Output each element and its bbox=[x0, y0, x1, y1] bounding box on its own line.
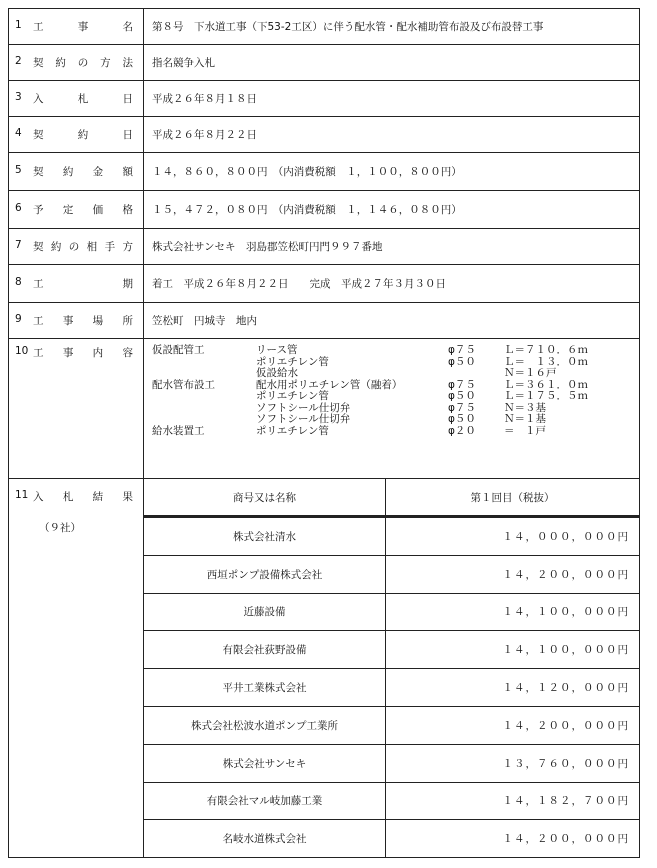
row-value: 平成２６年８月１８日 bbox=[144, 81, 640, 117]
work-line-col2: 仮設給水 bbox=[256, 367, 298, 379]
row-label-text: 契 約 の 相 手 方 bbox=[33, 241, 133, 253]
work-line-col3: φ５０ bbox=[448, 390, 476, 402]
bid-row bbox=[144, 556, 639, 594]
row-number: 2 bbox=[15, 55, 22, 67]
table-row bbox=[9, 81, 640, 117]
work-line-col3: φ２０ bbox=[448, 424, 476, 437]
bidder-name: 有限会社荻野設備 bbox=[144, 631, 386, 668]
row-label bbox=[9, 303, 144, 339]
row-label bbox=[9, 153, 144, 191]
work-line-col4: Ｎ＝３基 bbox=[504, 401, 546, 414]
bid-amount: １４，１００，０００円 bbox=[502, 644, 629, 657]
work-line-col4: Ｎ＝１基 bbox=[504, 413, 546, 425]
contract-result-sheet bbox=[8, 8, 640, 858]
work-line-col2: ポリエチレン管 bbox=[256, 424, 329, 437]
bid-row bbox=[144, 783, 639, 821]
bidder-name: 西垣ポンプ設備株式会社 bbox=[144, 556, 386, 593]
bid-amount: １４，１２０，０００円 bbox=[502, 682, 629, 695]
work-line-col4: Ｌ＝３６１．０ｍ bbox=[504, 378, 588, 391]
work-line-col4: Ｌ＝１７５．５ｍ bbox=[504, 390, 588, 402]
bid-header-amount: 第１回目（税抜） bbox=[470, 491, 555, 504]
row-label-text: 工 事 名 bbox=[33, 21, 133, 33]
bidder-name: 有限会社マル岐加藤工業 bbox=[144, 783, 386, 820]
work-line-col1 bbox=[152, 368, 256, 380]
work-line bbox=[152, 357, 639, 369]
work-line-col2: ポリエチレン管 bbox=[256, 355, 329, 368]
row-number: 9 bbox=[15, 313, 22, 325]
work-line-col1: 仮設配管工 bbox=[152, 344, 205, 356]
bidder-name: 株式会社松波水道ポンプ工業所 bbox=[144, 707, 386, 744]
bid-results-table bbox=[144, 479, 640, 858]
work-line-col3: φ５０ bbox=[448, 413, 476, 425]
work-line-col1 bbox=[152, 403, 256, 415]
work-line-col3 bbox=[448, 368, 504, 380]
bid-amount: １４，１８２，７００円 bbox=[502, 795, 629, 808]
row-label bbox=[9, 81, 144, 117]
row-label-text: 入 札 日 bbox=[33, 93, 133, 105]
row-value: 株式会社サンセキ 羽島郡笠松町円門９９７番地 bbox=[144, 229, 640, 265]
work-line bbox=[152, 391, 639, 403]
bid-amount: １４，２００，０００円 bbox=[502, 833, 629, 846]
row-number: 6 bbox=[15, 202, 22, 214]
bidder-count: （９社） bbox=[39, 522, 81, 534]
work-line-col1 bbox=[152, 414, 256, 426]
row-value: １４，８６０，８００円 （内消費税額 １，１００，８００円） bbox=[144, 153, 640, 191]
bid-amount: １４，２００，０００円 bbox=[502, 719, 629, 732]
work-line-col3: φ７５ bbox=[448, 344, 476, 356]
table-row bbox=[9, 191, 640, 229]
bid-row bbox=[144, 631, 639, 669]
row-work-content bbox=[9, 339, 640, 479]
bid-row bbox=[144, 594, 639, 632]
table-row bbox=[9, 229, 640, 265]
row-label-text: 契 約 日 bbox=[33, 129, 133, 141]
row-value: 着工 平成２６年８月２２日 完成 平成２７年３月３０日 bbox=[144, 265, 640, 303]
row-label-text: 工 事 内 容 bbox=[33, 347, 133, 359]
row-value: 平成２６年８月２２日 bbox=[144, 117, 640, 153]
table-row bbox=[9, 265, 640, 303]
row-label bbox=[9, 191, 144, 229]
bidder-name: 名岐水道株式会社 bbox=[144, 820, 386, 857]
work-line-col1 bbox=[152, 391, 256, 403]
row-label bbox=[9, 339, 144, 479]
work-line-col3: φ７５ bbox=[448, 378, 476, 391]
bidder-name: 株式会社サンセキ bbox=[144, 745, 386, 782]
work-line bbox=[152, 414, 639, 426]
row-label bbox=[9, 229, 144, 265]
row-number: 10 bbox=[15, 345, 29, 357]
work-line bbox=[152, 345, 639, 357]
work-line-col4: Ｌ＝７１０．６ｍ bbox=[504, 344, 588, 356]
work-line-col2: ソフトシール仕切弁 bbox=[256, 401, 351, 414]
row-number: 7 bbox=[15, 239, 22, 251]
bid-row bbox=[144, 669, 639, 707]
table-row bbox=[9, 45, 640, 81]
bid-amount: １４，１００，０００円 bbox=[502, 606, 629, 619]
row-label-text: 契 約 金 額 bbox=[33, 166, 133, 178]
bidder-name: 株式会社清水 bbox=[144, 518, 386, 555]
bid-amount: １４，２００，０００円 bbox=[502, 568, 629, 581]
contract-table bbox=[8, 8, 640, 858]
row-number: 11 bbox=[15, 489, 29, 501]
work-line-col1: 給水装置工 bbox=[152, 424, 205, 437]
row-bid-results bbox=[9, 479, 640, 858]
work-line bbox=[152, 426, 639, 438]
table-row bbox=[9, 303, 640, 339]
row-label-text: 工 事 場 所 bbox=[33, 315, 133, 327]
row-label-text: 工 期 bbox=[33, 278, 133, 290]
row-label-text: 予 定 価 格 bbox=[33, 204, 133, 216]
work-line-col2: ポリエチレン管 bbox=[256, 390, 329, 402]
row-number: 5 bbox=[15, 164, 22, 176]
row-value: 第８号 下水道工事（下53-2工区）に伴う配水管・配水補助管布設及び布設替工事 bbox=[144, 9, 640, 45]
bid-header-name: 商号又は名称 bbox=[144, 479, 386, 515]
row-label-text: 契 約 の 方 法 bbox=[33, 57, 133, 69]
work-line-col4: Ｌ＝ １３．０ｍ bbox=[504, 355, 588, 368]
work-line-col2: リース管 bbox=[256, 344, 298, 356]
row-value: １５，４７２，０８０円 （内消費税額 １，１４６，０８０円） bbox=[144, 191, 640, 229]
row-number: 3 bbox=[15, 91, 22, 103]
table-row bbox=[9, 153, 640, 191]
row-label-text: 入 札 結 果 bbox=[33, 491, 133, 503]
row-number: 8 bbox=[15, 276, 22, 288]
work-line-col2: ソフトシール仕切弁 bbox=[256, 413, 351, 425]
work-line-col1 bbox=[152, 357, 256, 369]
bid-amount: １３，７６０，０００円 bbox=[502, 757, 629, 770]
bid-header bbox=[144, 479, 639, 516]
work-line-col1: 配水管布設工 bbox=[152, 378, 215, 391]
work-line-col3: φ７５ bbox=[448, 401, 476, 414]
work-line-col2: 配水用ポリエチレン管（融着） bbox=[256, 378, 403, 391]
row-label bbox=[9, 479, 144, 858]
bid-row bbox=[144, 707, 639, 745]
row-value: 笠松町 円城寺 地内 bbox=[144, 303, 640, 339]
row-value: 指名競争入札 bbox=[144, 45, 640, 81]
work-line-col4: ＝ １戸 bbox=[504, 424, 546, 437]
row-number: 4 bbox=[15, 127, 22, 139]
row-label bbox=[9, 45, 144, 81]
row-label bbox=[9, 265, 144, 303]
row-label bbox=[9, 9, 144, 45]
table-row bbox=[9, 117, 640, 153]
table-row bbox=[9, 9, 640, 45]
work-line-col3: φ５０ bbox=[448, 355, 476, 368]
work-content bbox=[144, 339, 640, 479]
bidder-name: 平井工業株式会社 bbox=[144, 669, 386, 706]
bid-row bbox=[144, 820, 639, 857]
work-line bbox=[152, 403, 639, 415]
work-line bbox=[152, 368, 639, 380]
bid-amount: １４，０００，０００円 bbox=[502, 530, 629, 543]
bid-row bbox=[144, 516, 639, 556]
work-line-col4: Ｎ＝１６戸 bbox=[504, 367, 557, 379]
row-label bbox=[9, 117, 144, 153]
bid-row bbox=[144, 745, 639, 783]
bidder-name: 近藤設備 bbox=[144, 594, 386, 631]
row-number: 1 bbox=[15, 19, 22, 31]
